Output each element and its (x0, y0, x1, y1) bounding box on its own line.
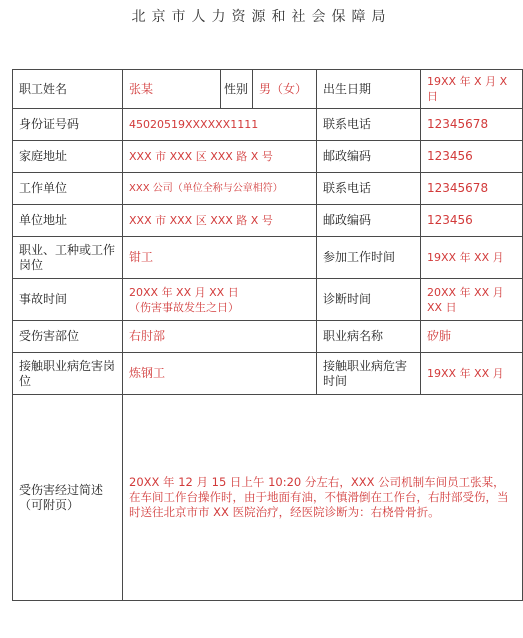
injury-process-label: 受伤害经过简述（可附页） (13, 395, 123, 601)
hazard-post-value: 炼钢工 (123, 353, 317, 395)
name-label: 职工姓名 (13, 70, 123, 109)
accident-time-value (123, 279, 317, 321)
phone-label: 联系电话 (317, 109, 421, 141)
bureau-title: 北京市人力资源和社会保障局 (131, 9, 392, 25)
home-address-value: XXX 市 XXX 区 XXX 路 X 号 (123, 141, 317, 173)
job-post-value: 钳工 (123, 237, 317, 279)
injury-process-value: 20XX 年 12 月 15 日上午 10:20 分左右，XXX 公司机制车间员工张某，在车间工作台操作时，由于地面有油，不慎滑倒在工作台，右肘部受伤，当时送往北京市市 XX 医院治疗，经医院诊断为：右桡骨骨折。 (123, 395, 523, 601)
birth-label: 出生日期 (317, 70, 421, 109)
injured-part-label: 受伤害部位 (13, 321, 123, 353)
accident-date-note: （伤害事故发生之日） (129, 300, 239, 314)
diagnosis-time-label: 诊断时间 (317, 279, 421, 321)
hazard-time-label: 接触职业病危害时间 (317, 353, 421, 395)
employer-label: 工作单位 (13, 173, 123, 205)
hazard-post-label: 接触职业病危害岗位 (13, 353, 123, 395)
disease-name-label: 职业病名称 (317, 321, 421, 353)
job-post-label: 职业、工种或工作岗位 (13, 237, 123, 279)
home-postcode-label: 邮政编码 (317, 141, 421, 173)
birth-value: 19XX 年 X 月 X 日 (421, 70, 523, 109)
employer-value: XXX 公司（单位全称与公章相符） (123, 173, 317, 205)
injured-part-value: 右肘部 (123, 321, 317, 353)
home-address-label: 家庭地址 (13, 141, 123, 173)
gender-label: 性别 (221, 70, 253, 109)
employer-address-label: 单位地址 (13, 205, 123, 237)
diagnosis-date-line2: XX 日 (427, 300, 457, 314)
start-work-value: 19XX 年 XX 月 (421, 237, 523, 279)
employer-postcode-label: 邮政编码 (317, 205, 421, 237)
phone-value: 12345678 (421, 109, 523, 141)
diagnosis-date-line1: 20XX 年 XX 月 (427, 285, 504, 299)
gender-value: 男（女） (253, 70, 317, 109)
id-number-value: 45020519XXXXXX1111 (123, 109, 317, 141)
employer-address-value: XXX 市 XXX 区 XXX 路 X 号 (123, 205, 317, 237)
accident-date: 20XX 年 XX 月 XX 日 (129, 285, 239, 299)
disease-name-value: 矽肺 (421, 321, 523, 353)
id-number-label: 身份证号码 (13, 109, 123, 141)
start-work-label: 参加工作时间 (317, 237, 421, 279)
diagnosis-time-value (421, 279, 523, 321)
home-postcode-value: 123456 (421, 141, 523, 173)
employer-phone-label: 联系电话 (317, 173, 421, 205)
accident-time-label: 事故时间 (13, 279, 123, 321)
hazard-time-value: 19XX 年 XX 月 (421, 353, 523, 395)
employer-postcode-value: 123456 (421, 205, 523, 237)
name-value: 张某 (123, 70, 221, 109)
injury-form-table (12, 69, 523, 601)
employer-phone-value: 12345678 (421, 173, 523, 205)
